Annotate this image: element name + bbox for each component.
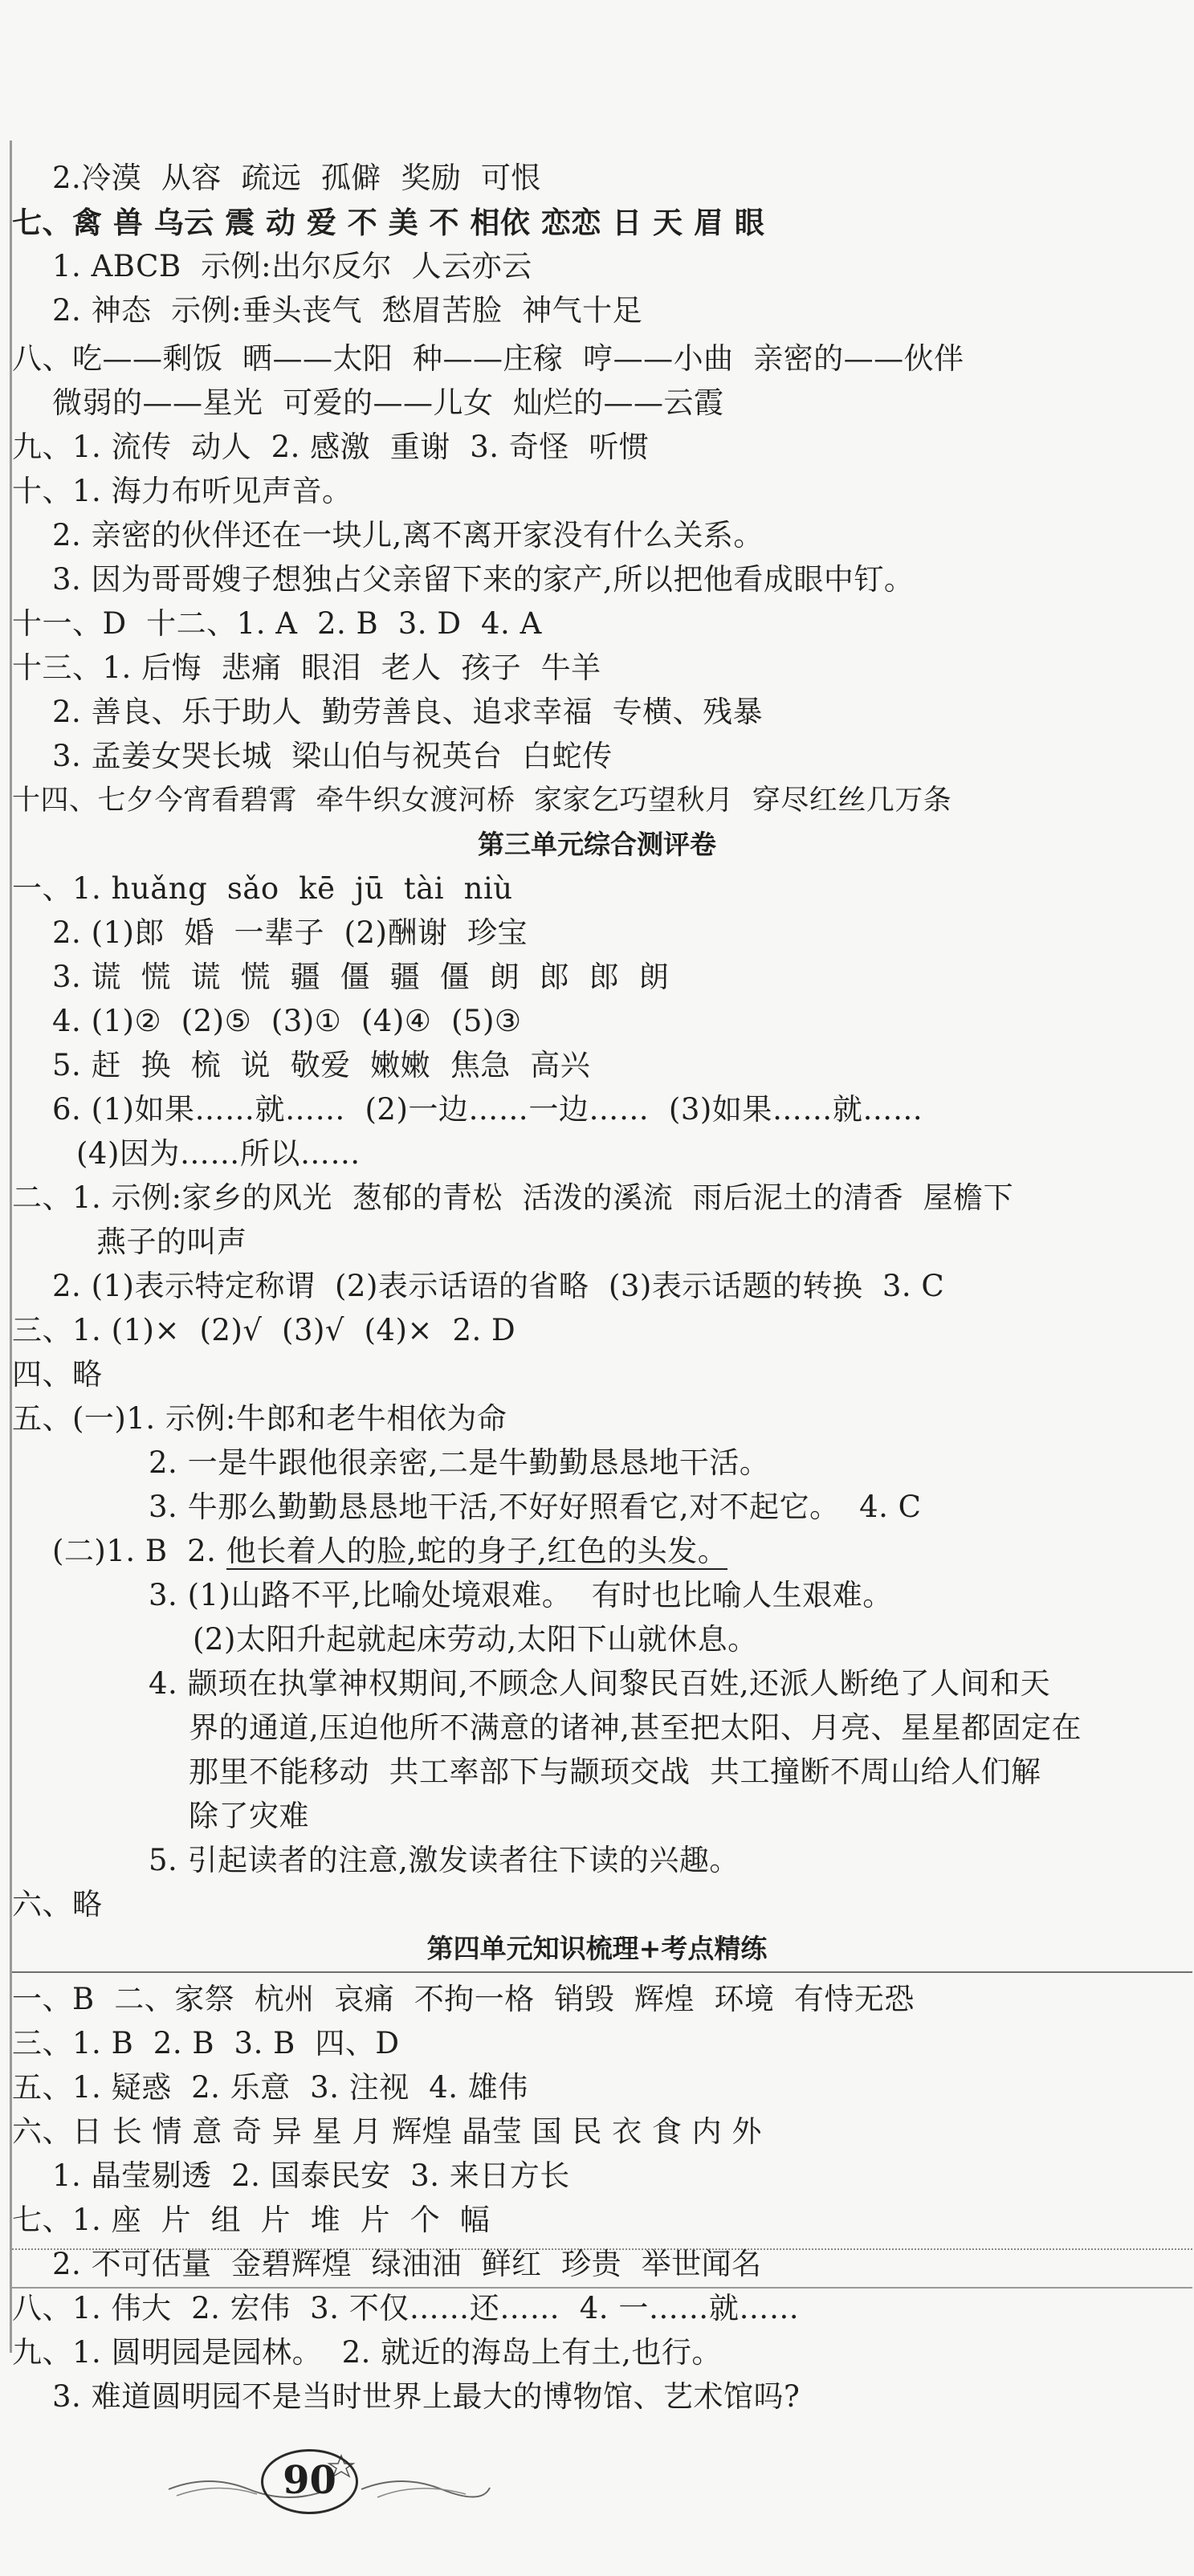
answer-line: 3. (1)山路不平,比喻处境艰难。 有时也比喻人生艰难。	[149, 1578, 893, 1612]
answer-line: 十、1. 海力布听见声音。	[12, 474, 352, 508]
answer-line: 5. 赶 换 梳 说 敬爱 嫩嫩 焦急 高兴	[52, 1048, 591, 1082]
answer-line: 界的通道,压迫他所不满意的诸神,甚至把太阳、月亮、星星都固定在	[189, 1710, 1082, 1745]
answer-line: 3. 孟姜女哭长城 梁山伯与祝英台 白蛇传	[52, 739, 613, 773]
answer-line: 八、吃——剩饭 晒——太阳 种——庄稼 哼——小曲 亲密的——伙伴	[12, 341, 964, 376]
page-number: 90	[261, 2449, 358, 2514]
answer-line: 除了灾难	[189, 1799, 309, 1833]
section-heading-unit4: 第四单元知识梳理+考点精练	[426, 1933, 768, 1964]
answer-line: 九、1. 流传 动人 2. 感激 重谢 3. 奇怪 听惯	[12, 430, 650, 464]
answer-prefix: (二)1. B 2.	[52, 1534, 226, 1568]
answer-line: 2. 神态 示例:垂头丧气 愁眉苦脸 神气十足	[52, 293, 643, 328]
answer-line: 2.冷漠 从容 疏远 孤僻 奖励 可恨	[52, 161, 541, 195]
answer-line: 2. 一是牛跟他很亲密,二是牛勤勤恳恳地干活。	[149, 1445, 770, 1480]
answer-line: (4)因为……所以……	[76, 1136, 361, 1171]
answer-line	[52, 1534, 727, 1569]
answer-line: 2. (1)表示特定称谓 (2)表示话语的省略 (3)表示话题的转换 3. C	[52, 1269, 945, 1303]
answer-line: 五、(一)1. 示例:牛郎和老牛相依为命	[12, 1401, 507, 1436]
answer-line: 4. 颛顼在执掌神权期间,不顾念人间黎民百姓,还派人断绝了人间和天	[149, 1666, 1051, 1701]
answer-line: 1. ABCB 示例:出尔反尔 人云亦云	[52, 249, 532, 283]
answer-line: 七、禽 兽 乌云 震 动 爱 不 美 不 相依 恋恋 日 天 眉 眼	[12, 205, 765, 240]
answer-line: 七、1. 座 片 组 片 堆 片 个 幅	[12, 2203, 491, 2237]
answer-line: 微弱的——星光 可爱的——儿女 灿烂的——云霞	[52, 385, 724, 420]
answer-line: 四、略	[12, 1357, 103, 1392]
section-divider	[12, 1971, 1192, 1973]
answer-line: (2)太阳升起就起床劳动,太阳下山就休息。	[193, 1622, 758, 1657]
answer-line: 十四、七夕今宵看碧霄 牵牛织女渡河桥 家家乞巧望秋月 穿尽红丝几万条	[12, 785, 952, 817]
answer-line: 3. 谎 慌 谎 慌 疆 僵 疆 僵 朗 郎 郎 朗	[52, 960, 670, 994]
answer-line: 一、1. huǎng sǎo kē jū tài niù	[12, 871, 513, 906]
answer-line: 二、1. 示例:家乡的风光 葱郁的青松 活泼的溪流 雨后泥土的清香 屋檐下	[12, 1180, 1014, 1215]
answer-line: 五、1. 疑惑 2. 乐意 3. 注视 4. 雄伟	[12, 2070, 528, 2105]
underlined-answer: 他长着人的脸,蛇的身子,红色的头发。	[226, 1534, 728, 1568]
answer-line: 那里不能移动 共工率部下与颛顼交战 共工撞断不周山给人们解	[189, 1755, 1041, 1789]
left-margin-rule	[10, 141, 12, 2353]
answer-line: 六、略	[12, 1887, 103, 1922]
section-divider	[12, 2287, 1192, 2289]
answer-line: 燕子的叫声	[96, 1225, 247, 1259]
answer-line: 3. 因为哥哥嫂子想独占父亲留下来的家产,所以把他看成眼中钉。	[52, 562, 915, 597]
section-heading-unit3: 第三单元综合测评卷	[478, 829, 716, 860]
answer-line: 三、1. (1)× (2)√ (3)√ (4)× 2. D	[12, 1313, 516, 1347]
answer-line: 十一、D 十二、1. A 2. B 3. D 4. A	[12, 606, 542, 641]
answer-line: 六、日 长 情 意 奇 异 星 月 辉煌 晶莹 国 民 衣 食 内 外	[12, 2114, 762, 2149]
answer-line: 一、B 二、家祭 杭州 哀痛 不拘一格 销毁 辉煌 环境 有恃无恐	[12, 1982, 915, 2016]
answer-line: 5. 引起读者的注意,激发读者往下读的兴趣。	[149, 1843, 740, 1877]
answer-line: 6. (1)如果……就…… (2)一边……一边…… (3)如果……就……	[52, 1092, 923, 1127]
answer-line: 八、1. 伟大 2. 宏伟 3. 不仅……还…… 4. 一……就……	[12, 2291, 800, 2325]
answer-line: 3. 牛那么勤勤恳恳地干活,不好好照看它,对不起它。 4. C	[149, 1490, 922, 1524]
answer-line: 1. 晶莹剔透 2. 国泰民安 3. 来日方长	[52, 2158, 570, 2193]
answer-line: 3. 难道圆明园不是当时世界上最大的博物馆、艺术馆吗?	[52, 2379, 801, 2414]
answer-line: 九、1. 圆明园是园林。 2. 就近的海岛上有土,也行。	[12, 2335, 722, 2370]
answer-line: 三、1. B 2. B 3. B 四、D	[12, 2026, 400, 2060]
answer-line: 十三、1. 后悔 悲痛 眼泪 老人 孩子 牛羊	[12, 650, 601, 685]
answer-line: 4. (1)② (2)⑤ (3)① (4)④ (5)③	[52, 1004, 522, 1038]
answer-line: 2. 善良、乐于助人 勤劳善良、追求幸福 专横、残暴	[52, 695, 764, 729]
answer-line: 2. (1)郎 婚 一辈子 (2)酬谢 珍宝	[52, 915, 528, 950]
answer-line: 2. 不可估量 金碧辉煌 绿油油 鲜红 珍贵 举世闻名	[52, 2247, 762, 2281]
answer-line: 2. 亲密的伙伴还在一块儿,离不离开家没有什么关系。	[52, 518, 764, 552]
